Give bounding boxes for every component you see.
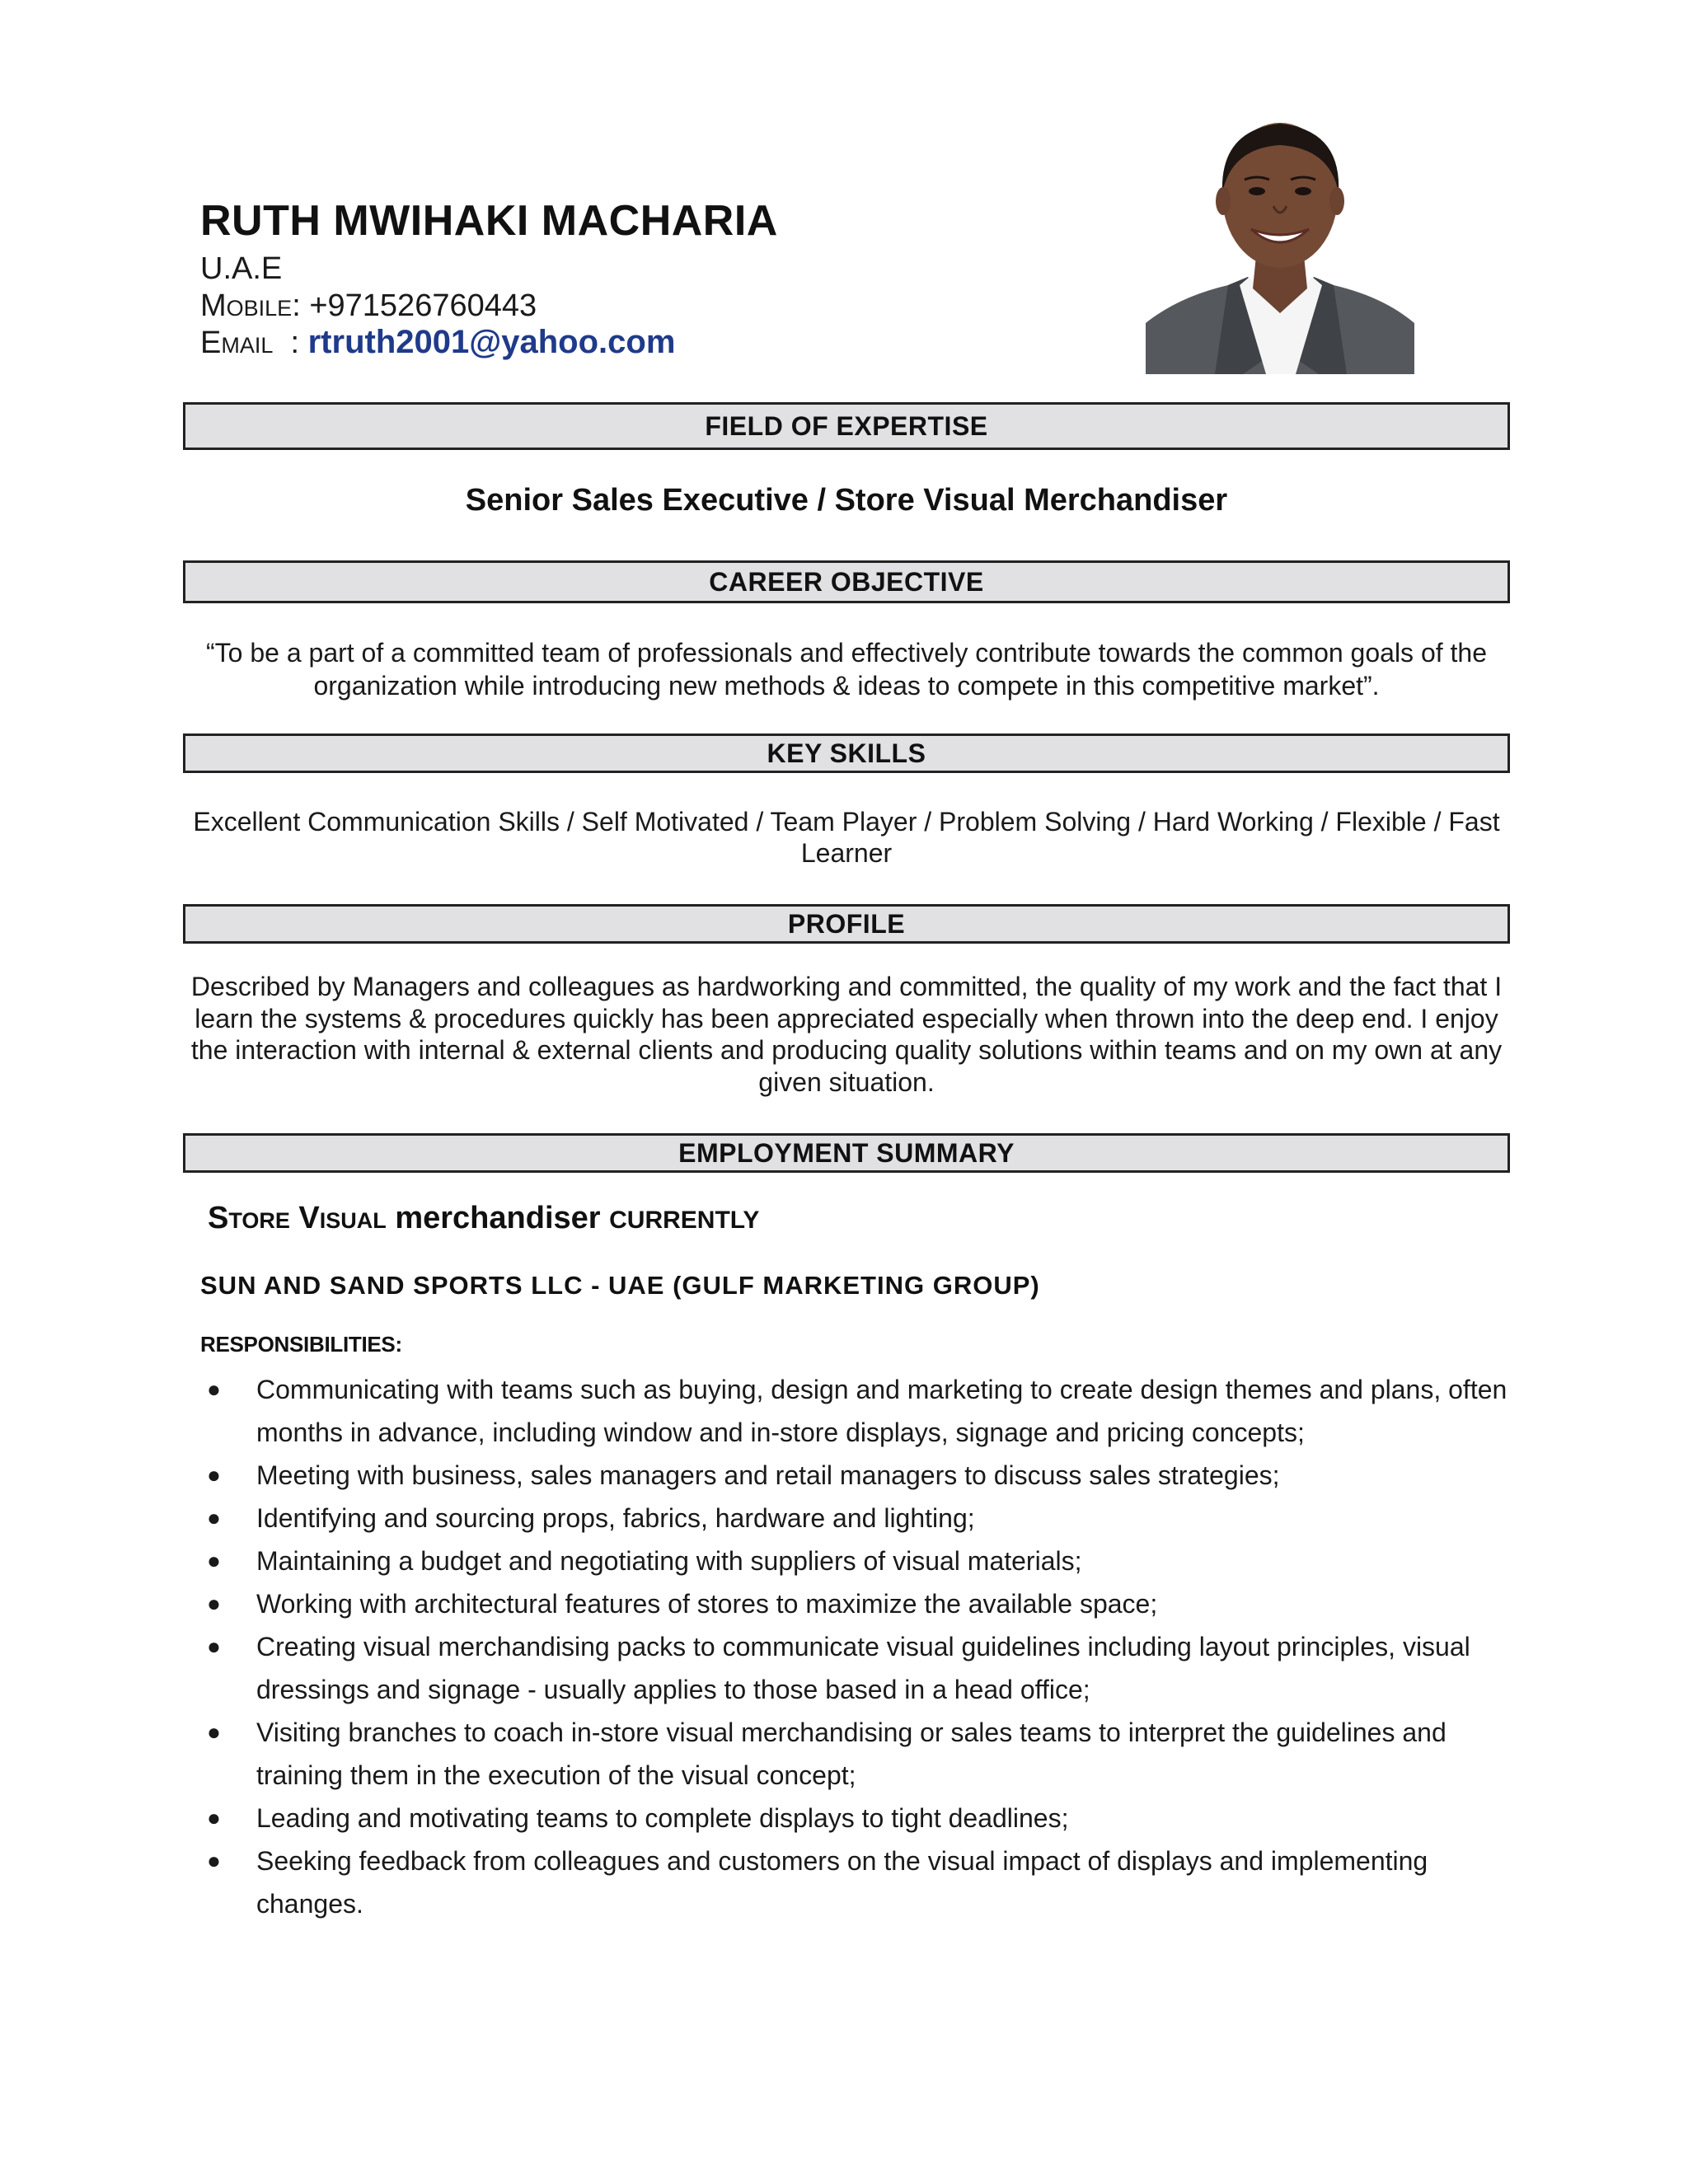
responsibilities-list bbox=[200, 1368, 1519, 1925]
list-item: ● Meeting with business, sales managers and retail managers to discuss sales strategies; bbox=[200, 1454, 1519, 1497]
section-heading-objective: CAREER OBJECTIVE bbox=[183, 560, 1510, 603]
list-item: ● Identifying and sourcing props, fabrics, hardware and lighting; bbox=[200, 1497, 1519, 1540]
bullet-icon: ● bbox=[207, 1591, 221, 1616]
list-item: ● Creating visual merchandising packs to communicate visual guidelines including layout principles, visual dressings and signage - usually applies to those based in a head office; bbox=[200, 1625, 1519, 1711]
mobile-line: Mobile: +971526760443 bbox=[200, 288, 537, 323]
skills-text: Excellent Communication Skills / Self Motivated / Team Player / Problem Solving / Hard Working / Flexible / Fast Learner bbox=[193, 807, 1500, 868]
objective-text: “To be a part of a committed team of professionals and effectively contribute towards the common goals of the organization while introducing new methods & ideas to compete in this competitive market”. bbox=[206, 638, 1487, 701]
mobile-value: +971526760443 bbox=[309, 288, 537, 323]
responsibilities-label: RESPONSIBILITIES: bbox=[200, 1332, 402, 1357]
section-heading-profile: PROFILE bbox=[183, 904, 1510, 944]
section-heading-skills: KEY SKILLS bbox=[183, 733, 1510, 773]
job-title bbox=[208, 1201, 759, 1236]
list-item: ● Seeking feedback from colleagues and customers on the visual impact of displays and implementing changes. bbox=[200, 1840, 1519, 1925]
bullet-icon: ● bbox=[207, 1462, 221, 1488]
job-title-role: Store Visual bbox=[208, 1201, 387, 1235]
job-title-merch: merchandiser bbox=[395, 1201, 601, 1235]
location: U.A.E bbox=[200, 251, 283, 286]
bullet-icon: ● bbox=[207, 1548, 221, 1573]
company-name: SUN AND SAND SPORTS LLC - UAE (GULF MARKETING GROUP) bbox=[200, 1271, 1040, 1300]
email-link[interactable]: rtruth2001@yahoo.com bbox=[307, 324, 676, 360]
email-label: Email bbox=[200, 326, 274, 360]
list-item: ● Leading and motivating teams to complete displays to tight deadlines; bbox=[200, 1797, 1519, 1840]
profile-photo bbox=[1146, 109, 1414, 374]
bullet-icon: ● bbox=[207, 1633, 221, 1659]
mobile-label: Mobile bbox=[200, 288, 293, 323]
list-item: ● Communicating with teams such as buying, design and marketing to create design themes and plans, often months in advance, including window and in-store displays, signage and pricing concepts; bbox=[200, 1368, 1519, 1454]
profile-text: Described by Managers and colleagues as hardworking and committed, the quality of my work and the fact that I learn the systems & procedures quickly has been appreciated especially when thrown into the deep end. I enjoy the interaction with internal & external clients and producing quality solutions within teams and on my own at any given situation. bbox=[190, 972, 1503, 1097]
list-item: ● Maintaining a budget and negotiating with suppliers of visual materials; bbox=[200, 1540, 1519, 1582]
section-heading-expertise: FIELD OF EXPERTISE bbox=[183, 402, 1510, 450]
candidate-name: RUTH MWIHAKI MACHARIA bbox=[200, 197, 778, 245]
bullet-icon: ● bbox=[207, 1376, 221, 1402]
email-line: Email : rtruth2001@yahoo.com bbox=[200, 324, 676, 360]
bullet-icon: ● bbox=[207, 1505, 221, 1530]
bullet-icon: ● bbox=[207, 1848, 221, 1873]
job-title-status: CURRENTLY bbox=[609, 1207, 760, 1234]
list-item: ● Visiting branches to coach in-store visual merchandising or sales teams to interpret the guidelines and training them in the execution of the visual concept; bbox=[200, 1711, 1519, 1797]
expertise-title: Senior Sales Executive / Store Visual Merchandiser bbox=[465, 483, 1228, 518]
bullet-icon: ● bbox=[207, 1719, 221, 1745]
section-heading-employment: EMPLOYMENT SUMMARY bbox=[183, 1133, 1510, 1173]
list-item: ● Working with architectural features of stores to maximize the available space; bbox=[200, 1582, 1519, 1625]
bullet-icon: ● bbox=[207, 1805, 221, 1830]
